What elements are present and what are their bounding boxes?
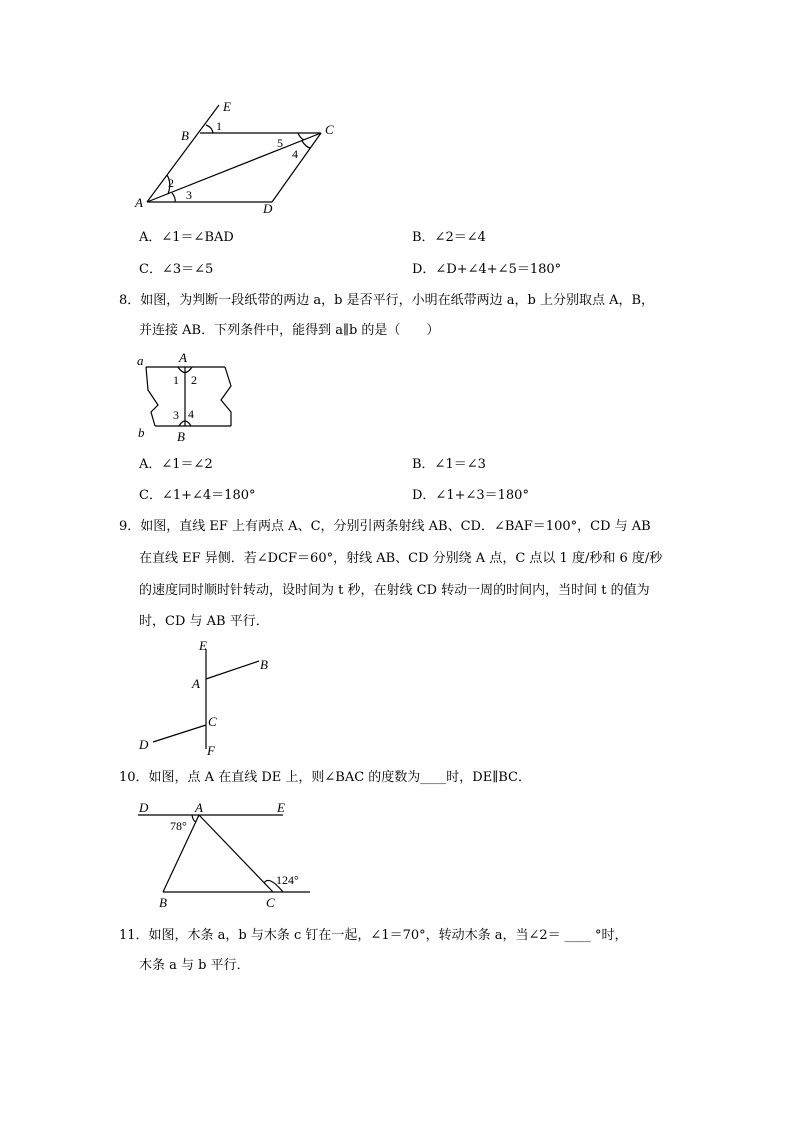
angle-label-124: 124°: [276, 873, 299, 887]
label-D: D: [139, 737, 149, 752]
angle-label-2: 2: [191, 373, 197, 387]
angle-label-4: 4: [188, 407, 194, 421]
label-A: A: [192, 676, 200, 691]
angle-label-1: 1: [173, 373, 179, 387]
angle-arc-5: [298, 133, 304, 140]
angle-label-4: 4: [292, 147, 298, 161]
segment-AC: [199, 815, 273, 892]
q9-text-line2: 在直线 EF 异侧．若∠DCF＝60°，射线 AB、CD 分别绕 A 点，C 点以 1 度/秒和 6 度/秒: [139, 551, 663, 566]
label-a: a: [137, 353, 144, 368]
angle-label-3: 3: [173, 408, 179, 422]
angle-arc-78: [192, 815, 196, 822]
strip-left-tear: [146, 367, 158, 426]
label-C: C: [325, 122, 334, 137]
q8-option-b[interactable]: B．∠1＝∠3: [412, 457, 486, 472]
label-E: E: [223, 99, 231, 114]
ray-CD: [153, 725, 206, 742]
figure-q9: [133, 637, 283, 762]
q10-text-line1: 10．如图，点 A 在直线 DE 上，则∠BAC 的度数为____时，DE∥BC．: [119, 770, 531, 785]
q11-text-line2: 木条 a 与 b 平行．: [139, 958, 250, 973]
ray-AB: [206, 661, 259, 679]
label-A: A: [135, 195, 143, 210]
angle-label-5: 5: [277, 136, 283, 150]
angle-arc-1: [206, 125, 213, 133]
label-E: E: [277, 800, 285, 815]
label-A: A: [179, 350, 187, 365]
angle-label-1: 1: [216, 119, 222, 133]
label-B: B: [159, 895, 167, 910]
label-B: B: [177, 429, 185, 444]
angle-arc-4: [302, 141, 310, 148]
q7-option-b[interactable]: B．∠2＝∠4: [412, 230, 486, 245]
label-D: D: [263, 201, 273, 216]
q9-text-line1: 9．如图，直线 EF 上有两点 A、C，分别引两条射线 AB、CD．∠BAF＝100°，CD 与 AB: [119, 519, 651, 534]
q8-text-line1: 8．如图，为判断一段纸带的两边 a，b 是否平行，小明在纸带两边 a，b 上分别取点 A，B，: [119, 293, 655, 308]
q8-option-c[interactable]: C．∠1+∠4＝180°: [139, 488, 256, 503]
label-B: B: [260, 657, 268, 672]
label-C: C: [266, 895, 275, 910]
label-C: C: [208, 714, 217, 729]
label-D: D: [139, 800, 149, 815]
figure-q8: [133, 350, 243, 445]
label-b: b: [138, 425, 145, 440]
q7-option-c[interactable]: C．∠3＝∠5: [139, 262, 214, 277]
angle-arc-3: [172, 193, 175, 202]
strip-right-tear: [221, 367, 231, 426]
q7-option-d[interactable]: D．∠D+∠4+∠5＝180°: [412, 262, 562, 277]
label-B: B: [181, 128, 189, 143]
angle-label-78: 78°: [170, 819, 187, 833]
q8-option-d[interactable]: D．∠1+∠3＝180°: [412, 488, 529, 503]
q8-option-a[interactable]: A．∠1＝∠2: [139, 457, 213, 472]
q9-text-line4: 时，CD 与 AB 平行．: [139, 614, 269, 629]
figure-q10: [133, 795, 318, 910]
figure-q7: [130, 95, 350, 220]
label-A: A: [195, 800, 203, 815]
angle-label-2: 2: [168, 176, 174, 190]
q8-text-line2: 并连接 AB．下列条件中，能得到 a∥b 的是（ ）: [139, 323, 440, 338]
q7-option-a[interactable]: A．∠1＝∠BAD: [139, 230, 234, 245]
label-E: E: [199, 638, 207, 653]
label-F: F: [207, 743, 215, 758]
angle-label-3: 3: [186, 188, 192, 202]
q11-text-line1: 11．如图，木条 a，b 与木条 c 钉在一起，∠1＝70°，转动木条 a，当∠2＝ ____ °时，: [119, 928, 628, 943]
q9-text-line3: 的速度同时顺时针转动，设时间为 t 秒，在射线 CD 转动一周的时间内，当时间 t 的值为: [139, 583, 650, 598]
